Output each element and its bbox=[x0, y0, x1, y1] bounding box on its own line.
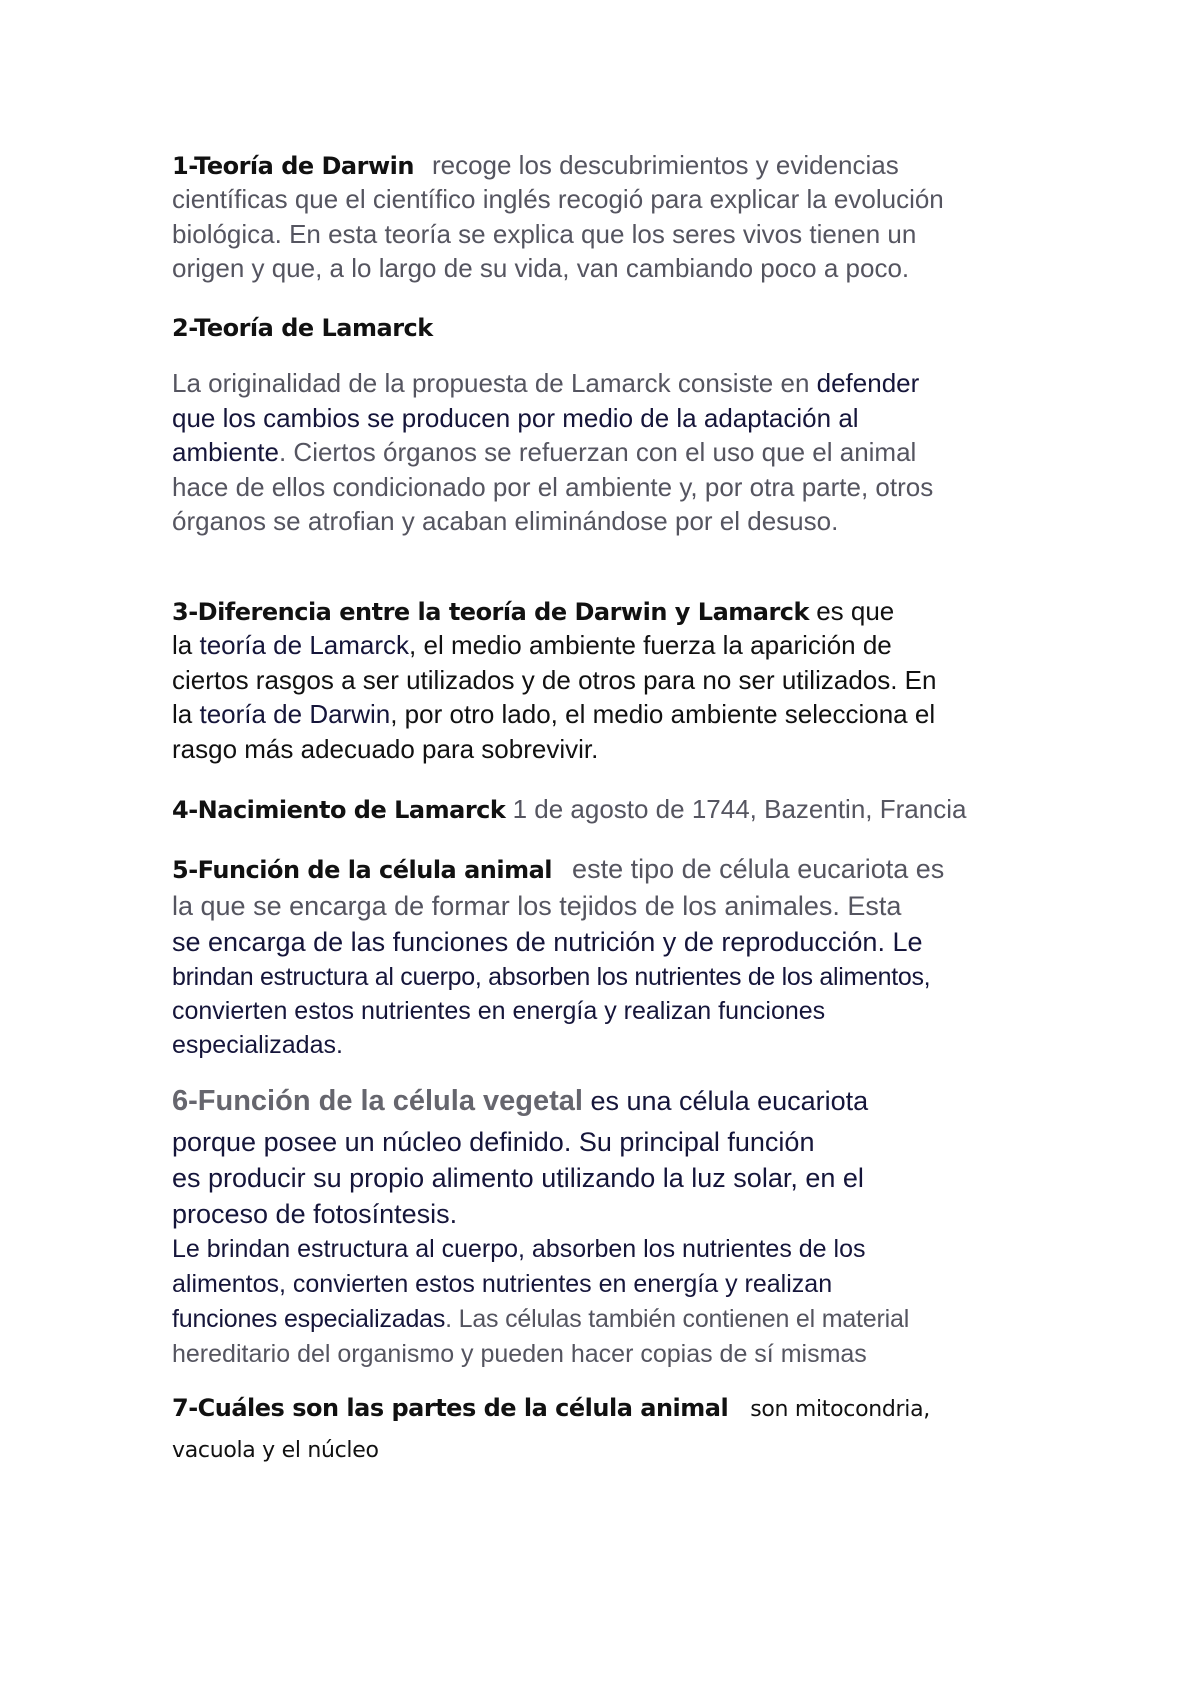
section-2-line-1-text: La originalidad de la propuesta de Lamarck consiste en bbox=[172, 368, 817, 398]
section-2-line-5: órganos se atrofian y acaban eliminándose por el desuso. bbox=[172, 506, 839, 536]
section-6-line-1: porque posee un núcleo definido. Su principal función bbox=[172, 1127, 815, 1157]
section-3-line-1-a: la bbox=[172, 630, 200, 660]
section-3-line-2: ciertos rasgos a ser utilizados y de otros para no ser utilizados. En bbox=[172, 664, 937, 695]
section-darwin-theory bbox=[172, 148, 1052, 286]
section-2-line-1-highlight: defender bbox=[816, 368, 920, 398]
section-7-heading: 7-Cuáles son las partes de la célula animal bbox=[172, 1394, 729, 1422]
section-3-line-4: rasgo más adecuado para sobrevivir. bbox=[172, 733, 599, 764]
section-1-line-1: científicas que el científico inglés recogió para explicar la evolución bbox=[172, 184, 944, 214]
section-2-body bbox=[172, 366, 1052, 539]
section-3-lead-text: es que bbox=[808, 596, 895, 626]
section-5-line-4: convierten estos nutrientes en energía y realizan funciones bbox=[172, 997, 826, 1025]
section-3-line-1-b: teoría de Lamarck bbox=[199, 630, 410, 660]
section-6-lead-text: es una célula eucariota bbox=[582, 1086, 869, 1116]
section-3-line-3-c: , por otro lado, el medio ambiente selecciona el bbox=[390, 699, 936, 729]
section-6-heading: 6-Función de la célula vegetal bbox=[172, 1085, 583, 1117]
section-6-line-3: proceso de fotosíntesis. bbox=[172, 1199, 458, 1229]
section-7-line-1: vacuola y el núcleo bbox=[172, 1438, 379, 1463]
section-3-line-3-b: teoría de Darwin bbox=[199, 699, 391, 729]
section-1-lead-text: recoge los descubrimientos y evidencias bbox=[431, 150, 899, 180]
section-2-line-3-text: . Ciertos órganos se refuerzan con el uso que el animal bbox=[278, 437, 917, 467]
section-4-text: 1 de agosto de 1744, Bazentin, Francia bbox=[505, 794, 967, 824]
section-difference bbox=[172, 594, 1052, 766]
section-animal-cell-function bbox=[172, 852, 1052, 1062]
section-6-line-5: alimentos, convierten estos nutrientes en energía y realizan bbox=[172, 1270, 833, 1298]
section-5-lead-text: este tipo de célula eucariota es bbox=[572, 854, 945, 884]
section-6-line-2: es producir su propio alimento utilizando la luz solar, en el bbox=[172, 1163, 864, 1193]
section-4-heading: 4-Nacimiento de Lamarck bbox=[172, 796, 506, 824]
section-7-lead-text: son mitocondria, bbox=[750, 1397, 930, 1422]
section-5-line-1: la que se encarga de formar los tejidos de los animales. Esta bbox=[172, 891, 902, 921]
section-3-line-3-a: la bbox=[172, 699, 200, 729]
section-5-heading: 5-Función de la célula animal bbox=[172, 856, 553, 884]
section-6-line-6-text: . Las células también contienen el material bbox=[445, 1305, 910, 1333]
section-5-line-2: se encarga de las funciones de nutrición y de reproducción. Le bbox=[172, 927, 923, 957]
section-6-line-6-highlight: funciones especializadas bbox=[172, 1305, 446, 1333]
section-2-line-4: hace de ellos condicionado por el ambiente y, por otra parte, otros bbox=[172, 471, 934, 502]
section-3-heading: 3-Diferencia entre la teoría de Darwin y Lamarck bbox=[172, 598, 809, 626]
section-3-line-1-c: , el medio ambiente fuerza la aparición de bbox=[409, 630, 892, 660]
section-6-line-4: Le brindan estructura al cuerpo, absorben los nutrientes de los bbox=[172, 1235, 866, 1263]
section-1-line-3: origen y que, a lo largo de su vida, van cambiando poco a poco. bbox=[172, 253, 910, 283]
section-animal-cell-parts bbox=[172, 1394, 1052, 1463]
section-2-line-2: que los cambios se producen por medio de la adaptación al bbox=[172, 402, 859, 433]
section-lamarck-birth bbox=[172, 792, 1052, 827]
section-1-line-2: biológica. En esta teoría se explica que los seres vivos tienen un bbox=[172, 218, 917, 249]
section-5-line-5: especializadas. bbox=[172, 1031, 343, 1059]
section-plant-cell-function bbox=[172, 1084, 1052, 1372]
section-2-heading: 2-Teoría de Lamarck bbox=[172, 314, 433, 342]
section-5-line-3: brindan estructura al cuerpo, absorben los nutrientes de los alimentos, bbox=[172, 963, 931, 991]
section-lamarck-theory bbox=[172, 314, 1052, 354]
section-6-line-7: hereditario del organismo y pueden hacer copias de sí mismas bbox=[172, 1340, 867, 1368]
section-2-line-3-highlight: ambiente bbox=[172, 437, 279, 467]
section-1-heading: 1-Teoría de Darwin bbox=[172, 152, 414, 180]
